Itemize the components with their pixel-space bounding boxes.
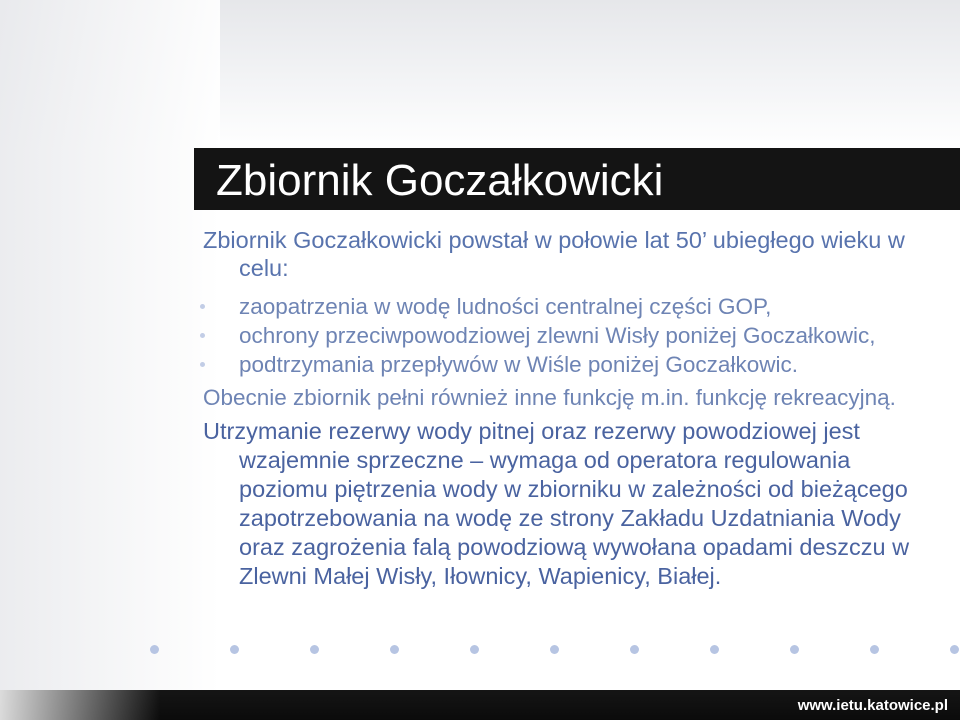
decorative-dot-icon [710, 645, 719, 654]
decorative-dot-icon [870, 645, 879, 654]
decorative-dot-icon [310, 645, 319, 654]
decorative-dot-icon [550, 645, 559, 654]
title-bar [194, 148, 960, 210]
footer-url: www.ietu.katowice.pl [797, 697, 948, 714]
decorative-dot-icon [470, 645, 479, 654]
list-item-text: ochrony przeciwpowodziowej zlewni Wisły poniżej Goczałkowic, [239, 323, 876, 348]
list-item-text: zaopatrzenia w wodę ludności centralnej części GOP, [239, 294, 772, 319]
list-item-text: podtrzymania przepływów w Wiśle poniżej Goczałkowic. [239, 352, 798, 377]
slide-title: Zbiornik Goczałkowicki [216, 156, 664, 205]
bullet-dot-icon [200, 304, 205, 309]
decorative-dot-icon [230, 645, 239, 654]
intro-paragraph: Zbiornik Goczałkowicki powstał w połowie lat 50’ ubiegłego wieku w celu: [203, 227, 905, 281]
list-item [203, 292, 943, 321]
decorative-dots-row [150, 645, 960, 657]
decorative-dot-icon [390, 645, 399, 654]
decorative-dot-icon [150, 645, 159, 654]
reserve-paragraph: Utrzymanie rezerwy wody pitnej oraz rezerwy powodziowej jest wzajemnie sprzeczne – wymaga od operatora regulowania poziomu piętrzenia wody w zbiorniku w zależności od bieżącego zapotrzebowania na wodę ze strony Zakładu Uzdatniania Wody oraz zagrożenia falą powodziową wywołana opadami deszczu w Zlewni Małej Wisły, Iłownicy, Wapienicy, Białej. [203, 418, 910, 589]
bullet-dot-icon [200, 362, 205, 367]
background-left-gradient [0, 0, 220, 720]
list-item [203, 321, 943, 350]
slide-content [203, 226, 943, 596]
decorative-dot-icon [630, 645, 639, 654]
functions-paragraph: Obecnie zbiornik pełni również inne funkcję m.in. funkcję rekreacyjną. [203, 385, 896, 410]
list-item [203, 350, 943, 379]
purpose-list [203, 292, 943, 379]
bullet-dot-icon [200, 333, 205, 338]
decorative-dot-icon [790, 645, 799, 654]
decorative-dot-icon [950, 645, 959, 654]
footer-fade [0, 690, 160, 720]
